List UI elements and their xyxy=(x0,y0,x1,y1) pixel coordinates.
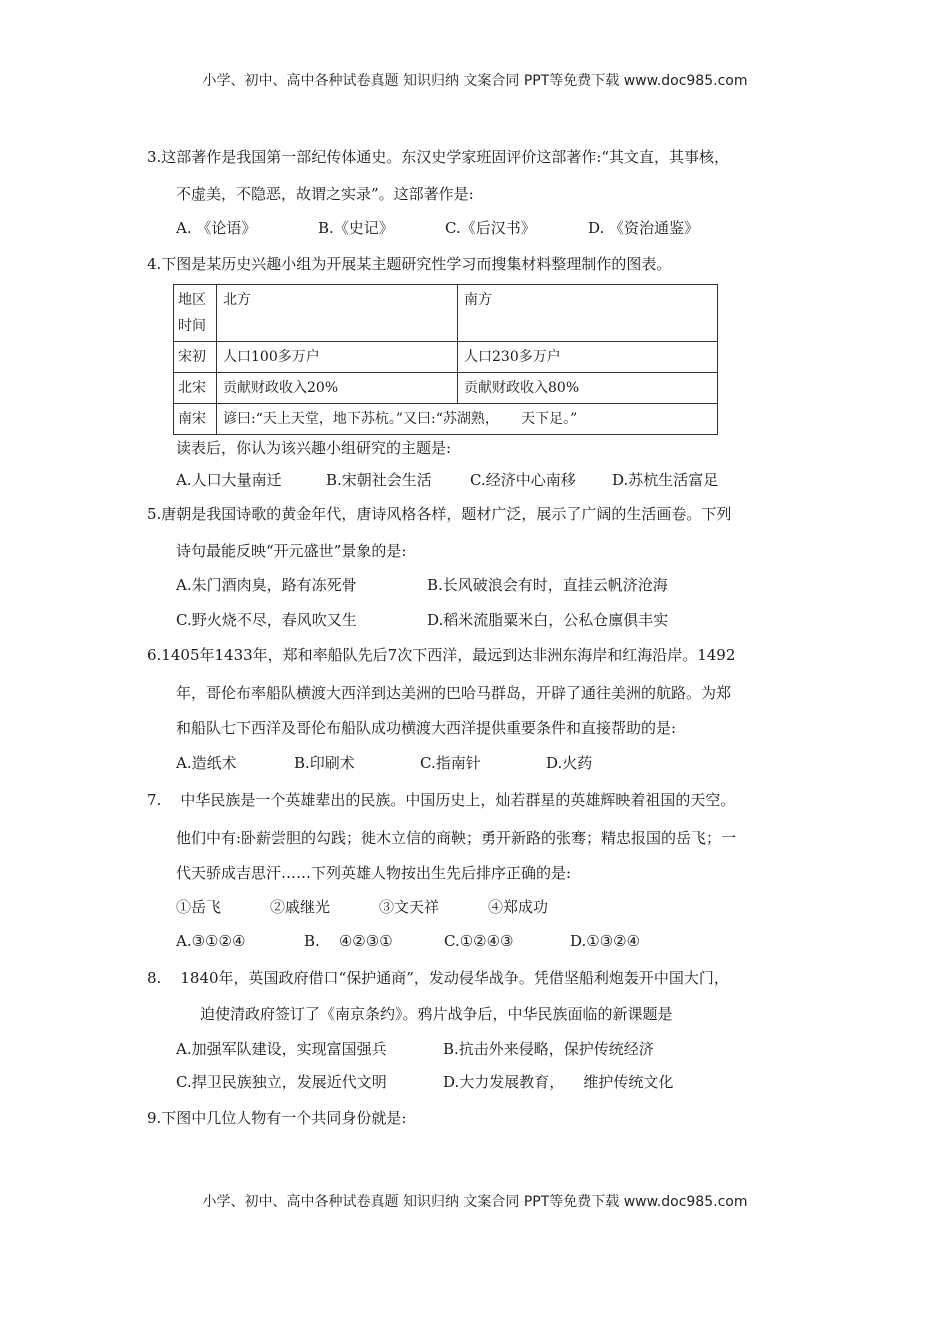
q3-line2: 不虚美，不隐恶，故谓之实录”。这部著作是: xyxy=(176,185,474,203)
q6-option-b: B.印刷术 xyxy=(294,754,355,772)
header-time-label: 时间 xyxy=(178,318,206,334)
page-header: 小学、初中、高中各种试卷真题 知识归纳 文案合同 PPT等免费下载 www.doc985.com xyxy=(202,73,748,89)
q7-item-3: ③文天祥 xyxy=(379,898,440,916)
row3-proverb: 谚曰:“天上天堂，地下苏杭。”又曰:“苏湖熟， 天下足。” xyxy=(217,404,718,435)
q6-line3: 和船队七下西洋及哥伦布船队成功横渡大西洋提供重要条件和直接帮助的是: xyxy=(176,719,677,737)
page-footer: 小学、初中、高中各种试卷真题 知识归纳 文案合同 PPT等免费下载 www.doc985.com xyxy=(202,1194,748,1210)
row2-north: 贡献财政收入20% xyxy=(217,373,458,404)
row3-time: 南宋 xyxy=(174,404,217,435)
q7-line1: 7. 中华民族是一个英雄辈出的民族。中国历史上，灿若群星的英雄辉映着祖国的天空。 xyxy=(147,791,736,809)
q7-option-a: A.③①②④ xyxy=(176,932,246,950)
header-region-label: 地区 xyxy=(178,292,206,308)
q6-option-c: C.指南针 xyxy=(420,754,481,772)
q7-option-d: D.①③②④ xyxy=(570,932,641,950)
q4-option-d: D.苏杭生活富足 xyxy=(612,471,719,489)
q4-option-c: C.经济中心南移 xyxy=(470,471,576,489)
row1-time: 宋初 xyxy=(174,342,217,373)
q6-option-a: A.造纸术 xyxy=(176,754,237,772)
row1-north: 人口100多万户 xyxy=(217,342,458,373)
q6-line1: 6.1405年1433年，郑和率船队先后7次下西洋，最远到达非洲东海岸和红海沿岸。1492 xyxy=(147,646,736,664)
q4-option-b: B.宋朝社会生活 xyxy=(326,471,432,489)
table-cell xyxy=(174,285,217,342)
q7-option-b: B. ④②③① xyxy=(304,932,393,950)
q4-option-a: A.人口大量南迁 xyxy=(176,471,282,489)
q6-option-d: D.火药 xyxy=(546,754,593,772)
q3-line1: 3.这部著作是我国第一部纪传体通史。东汉史学家班固评价这部著作:“其文直，其事核， xyxy=(147,148,730,166)
table-row xyxy=(174,404,718,435)
q5-line1: 5.唐朝是我国诗歌的黄金年代，唐诗风格各样，题材广泛，展示了广阔的生活画卷。下列 xyxy=(147,505,732,523)
q3-option-b: B.《史记》 xyxy=(318,219,394,237)
table-row xyxy=(174,373,718,404)
row2-time: 北宋 xyxy=(174,373,217,404)
row2-south: 贡献财政收入80% xyxy=(458,373,718,404)
q8-option-a: A.加强军队建设，实现富国强兵 xyxy=(176,1040,387,1058)
q9-line1: 9.下图中几位人物有一个共同身份就是: xyxy=(147,1109,407,1127)
q5-line2: 诗句最能反映“开元盛世”景象的是: xyxy=(176,542,407,560)
row1-south: 人口230多万户 xyxy=(458,342,718,373)
q3-option-d: D. 《资治通鉴》 xyxy=(588,219,700,237)
q5-option-a: A.朱门酒肉臭，路有冻死骨 xyxy=(176,576,357,594)
q7-line2: 他们中有:卧薪尝胆的勾践；徙木立信的商鞅；勇开新路的张骞；精忠报国的岳飞；一 xyxy=(176,829,737,847)
q7-item-1: ①岳飞 xyxy=(176,898,222,916)
table-row xyxy=(174,285,718,342)
q8-line2: 迫使清政府签订了《南京条约》。鸦片战争后，中华民族面临的新课题是 xyxy=(200,1005,673,1023)
q8-option-c: C.捍卫民族独立，发展近代文明 xyxy=(176,1073,387,1091)
q6-line2: 年，哥伦布率船队横渡大西洋到达美洲的巴哈马群岛，开辟了通往美洲的航路。为郑 xyxy=(176,684,732,702)
header-north: 北方 xyxy=(217,285,458,342)
q5-option-c: C.野火烧不尽，春风吹又生 xyxy=(176,611,357,629)
q7-item-2: ②戚继光 xyxy=(270,898,331,916)
q4-table xyxy=(173,284,718,435)
q7-option-c: C.①②④③ xyxy=(444,932,514,950)
q8-option-b: B.抗击外来侵略，保护传统经济 xyxy=(443,1040,654,1058)
header-south: 南方 xyxy=(458,285,718,342)
q3-option-c: C.《后汉书》 xyxy=(445,219,536,237)
table-row xyxy=(174,342,718,373)
q5-option-b: B.长风破浪会有时，直挂云帆济沧海 xyxy=(427,576,668,594)
q4-line1: 4.下图是某历史兴趣小组为开展某主题研究性学习而搜集材料整理制作的图表。 xyxy=(147,255,672,273)
q3-option-a: A. 《论语》 xyxy=(176,219,257,237)
q8-option-d: D.大力发展教育， 维护传统文化 xyxy=(443,1073,674,1091)
q4-after: 读表后，你认为该兴趣小组研究的主题是: xyxy=(176,439,452,457)
q7-line3: 代天骄成吉思汗……下列英雄人物按出生先后排序正确的是: xyxy=(176,864,572,882)
q8-line1: 8. 1840年，英国政府借口“保护通商”，发动侵华战争。凭借坚船利炮轰开中国大门， xyxy=(147,969,729,987)
q7-item-4: ④郑成功 xyxy=(488,898,549,916)
q5-option-d: D.稻米流脂粟米白，公私仓廪俱丰实 xyxy=(427,611,669,629)
